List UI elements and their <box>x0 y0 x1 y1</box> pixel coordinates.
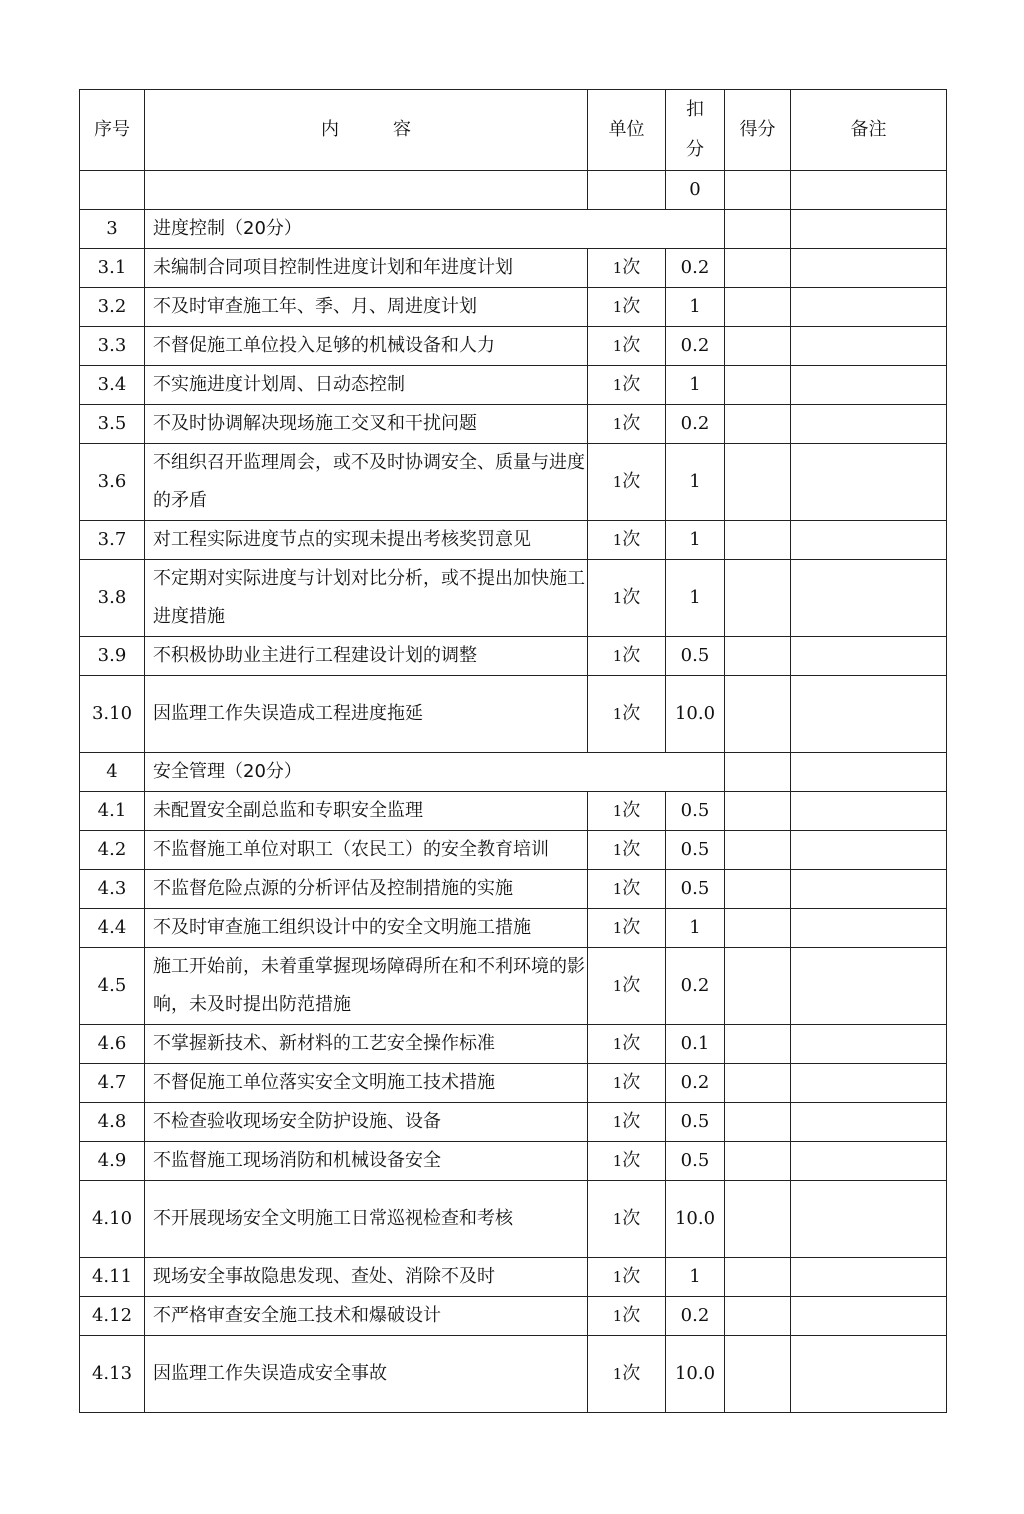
item-unit: 1次 <box>588 1142 666 1181</box>
item-unit: 1次 <box>588 521 666 560</box>
table-row <box>80 288 947 327</box>
item-score <box>725 1297 791 1336</box>
item-deduct: 1 <box>666 560 725 637</box>
table-row <box>80 327 947 366</box>
item-deduct: 0.2 <box>666 948 725 1025</box>
item-deduct: 0.5 <box>666 637 725 676</box>
table-row <box>80 1103 947 1142</box>
header-score: 得分 <box>725 90 791 171</box>
item-deduct: 1 <box>666 521 725 560</box>
item-content: 不掌握新技术、新材料的工艺安全操作标准 <box>145 1025 588 1064</box>
item-deduct: 0.5 <box>666 792 725 831</box>
item-no: 3.2 <box>80 288 145 327</box>
item-content: 不督促施工单位投入足够的机械设备和人力 <box>145 327 588 366</box>
blank-deduct: 0 <box>666 171 725 210</box>
header-row <box>80 90 947 171</box>
item-deduct: 0.2 <box>666 1297 725 1336</box>
item-content: 不及时审查施工年、季、月、周进度计划 <box>145 288 588 327</box>
item-score <box>725 870 791 909</box>
item-remark <box>791 1142 947 1181</box>
item-content: 不实施进度计划周、日动态控制 <box>145 366 588 405</box>
table-row <box>80 909 947 948</box>
item-unit: 1次 <box>588 948 666 1025</box>
section-row <box>80 210 947 249</box>
item-no: 3.1 <box>80 249 145 288</box>
section-remark <box>791 753 947 792</box>
item-content: 因监理工作失误造成工程进度拖延 <box>145 676 588 753</box>
section-no: 4 <box>80 753 145 792</box>
item-no: 3.8 <box>80 560 145 637</box>
item-content: 不监督危险点源的分析评估及控制措施的实施 <box>145 870 588 909</box>
item-unit: 1次 <box>588 909 666 948</box>
table-row <box>80 444 947 521</box>
item-score <box>725 327 791 366</box>
item-deduct: 0.5 <box>666 831 725 870</box>
item-content: 不开展现场安全文明施工日常巡视检查和考核 <box>145 1181 588 1258</box>
item-remark <box>791 948 947 1025</box>
section-remark <box>791 210 947 249</box>
item-score <box>725 792 791 831</box>
header-deduct: 扣 分 <box>666 90 725 171</box>
header-unit: 单位 <box>588 90 666 171</box>
header-content: 内容 <box>145 90 588 171</box>
item-deduct: 0.2 <box>666 1064 725 1103</box>
item-remark <box>791 1297 947 1336</box>
item-score <box>725 1181 791 1258</box>
item-remark <box>791 870 947 909</box>
table-row <box>80 637 947 676</box>
item-deduct: 0.2 <box>666 327 725 366</box>
item-content: 现场安全事故隐患发现、查处、消除不及时 <box>145 1258 588 1297</box>
item-deduct: 10.0 <box>666 1181 725 1258</box>
item-score <box>725 637 791 676</box>
item-remark <box>791 1336 947 1413</box>
item-deduct: 1 <box>666 1258 725 1297</box>
item-remark <box>791 366 947 405</box>
item-remark <box>791 909 947 948</box>
item-remark <box>791 560 947 637</box>
item-score <box>725 1025 791 1064</box>
section-no: 3 <box>80 210 145 249</box>
section-score <box>725 753 791 792</box>
item-unit: 1次 <box>588 288 666 327</box>
item-remark <box>791 521 947 560</box>
item-deduct: 10.0 <box>666 1336 725 1413</box>
item-score <box>725 405 791 444</box>
table-row <box>80 405 947 444</box>
item-unit: 1次 <box>588 405 666 444</box>
item-content: 因监理工作失误造成安全事故 <box>145 1336 588 1413</box>
item-deduct: 0.5 <box>666 870 725 909</box>
item-unit: 1次 <box>588 1103 666 1142</box>
item-remark <box>791 637 947 676</box>
item-remark <box>791 1181 947 1258</box>
item-no: 4.6 <box>80 1025 145 1064</box>
table-row <box>80 1181 947 1258</box>
item-unit: 1次 <box>588 444 666 521</box>
item-score <box>725 1336 791 1413</box>
table-row <box>80 948 947 1025</box>
table-row <box>80 831 947 870</box>
item-remark <box>791 327 947 366</box>
item-unit: 1次 <box>588 249 666 288</box>
item-no: 4.1 <box>80 792 145 831</box>
item-content: 不监督施工单位对职工（农民工）的安全教育培训 <box>145 831 588 870</box>
item-score <box>725 288 791 327</box>
item-no: 4.11 <box>80 1258 145 1297</box>
table-row <box>80 1064 947 1103</box>
item-content: 不积极协助业主进行工程建设计划的调整 <box>145 637 588 676</box>
item-score <box>725 1142 791 1181</box>
header-no: 序号 <box>80 90 145 171</box>
item-score <box>725 521 791 560</box>
item-score <box>725 831 791 870</box>
item-deduct: 1 <box>666 288 725 327</box>
item-content: 不检查验收现场安全防护设施、设备 <box>145 1103 588 1142</box>
item-remark <box>791 1064 947 1103</box>
table-row <box>80 1258 947 1297</box>
item-score <box>725 444 791 521</box>
item-deduct: 1 <box>666 444 725 521</box>
table-row <box>80 1025 947 1064</box>
item-deduct: 1 <box>666 366 725 405</box>
item-score <box>725 1258 791 1297</box>
item-remark <box>791 1103 947 1142</box>
item-no: 4.5 <box>80 948 145 1025</box>
item-content: 不督促施工单位落实安全文明施工技术措施 <box>145 1064 588 1103</box>
table-row <box>80 792 947 831</box>
item-content: 对工程实际进度节点的实现未提出考核奖罚意见 <box>145 521 588 560</box>
item-remark <box>791 792 947 831</box>
table-row <box>80 870 947 909</box>
table-row <box>80 1336 947 1413</box>
item-no: 3.3 <box>80 327 145 366</box>
item-unit: 1次 <box>588 1258 666 1297</box>
item-score <box>725 560 791 637</box>
item-no: 4.8 <box>80 1103 145 1142</box>
item-no: 4.10 <box>80 1181 145 1258</box>
item-remark <box>791 405 947 444</box>
table-row <box>80 560 947 637</box>
section-score <box>725 210 791 249</box>
section-title: 进度控制（20分） <box>145 210 725 249</box>
item-no: 3.10 <box>80 676 145 753</box>
table-row <box>80 1142 947 1181</box>
item-unit: 1次 <box>588 1297 666 1336</box>
item-deduct: 0.2 <box>666 405 725 444</box>
item-no: 4.4 <box>80 909 145 948</box>
item-no: 4.12 <box>80 1297 145 1336</box>
item-unit: 1次 <box>588 327 666 366</box>
item-unit: 1次 <box>588 676 666 753</box>
table-row <box>80 676 947 753</box>
item-deduct: 0.2 <box>666 249 725 288</box>
blank-row <box>80 171 947 210</box>
item-deduct: 0.5 <box>666 1103 725 1142</box>
item-unit: 1次 <box>588 792 666 831</box>
item-no: 4.13 <box>80 1336 145 1413</box>
item-no: 3.9 <box>80 637 145 676</box>
item-no: 4.7 <box>80 1064 145 1103</box>
item-content: 不组织召开监理周会，或不及时协调安全、质量与进度的矛盾 <box>145 444 588 521</box>
item-no: 3.4 <box>80 366 145 405</box>
item-no: 4.9 <box>80 1142 145 1181</box>
item-score <box>725 366 791 405</box>
header-remark: 备注 <box>791 90 947 171</box>
item-remark <box>791 676 947 753</box>
item-score <box>725 676 791 753</box>
item-unit: 1次 <box>588 870 666 909</box>
item-content: 未编制合同项目控制性进度计划和年进度计划 <box>145 249 588 288</box>
item-unit: 1次 <box>588 1336 666 1413</box>
item-content: 未配置安全副总监和专职安全监理 <box>145 792 588 831</box>
item-unit: 1次 <box>588 637 666 676</box>
item-no: 3.6 <box>80 444 145 521</box>
item-no: 4.2 <box>80 831 145 870</box>
item-unit: 1次 <box>588 1064 666 1103</box>
item-unit: 1次 <box>588 1025 666 1064</box>
item-remark <box>791 1258 947 1297</box>
item-remark <box>791 1025 947 1064</box>
item-unit: 1次 <box>588 560 666 637</box>
item-content: 不监督施工现场消防和机械设备安全 <box>145 1142 588 1181</box>
item-no: 3.7 <box>80 521 145 560</box>
item-no: 4.3 <box>80 870 145 909</box>
item-deduct: 10.0 <box>666 676 725 753</box>
item-remark <box>791 831 947 870</box>
item-no: 3.5 <box>80 405 145 444</box>
item-content: 不严格审查安全施工技术和爆破设计 <box>145 1297 588 1336</box>
item-content: 不及时协调解决现场施工交叉和干扰问题 <box>145 405 588 444</box>
item-deduct: 1 <box>666 909 725 948</box>
item-remark <box>791 444 947 521</box>
item-content: 不定期对实际进度与计划对比分析，或不提出加快施工进度措施 <box>145 560 588 637</box>
item-score <box>725 1064 791 1103</box>
item-score <box>725 948 791 1025</box>
item-remark <box>791 288 947 327</box>
item-score <box>725 909 791 948</box>
section-row <box>80 753 947 792</box>
table-row <box>80 366 947 405</box>
table-row <box>80 249 947 288</box>
item-score <box>725 1103 791 1142</box>
table-row <box>80 521 947 560</box>
section-title: 安全管理（20分） <box>145 753 725 792</box>
table-row <box>80 1297 947 1336</box>
item-remark <box>791 249 947 288</box>
item-unit: 1次 <box>588 1181 666 1258</box>
scoring-table <box>79 89 947 1413</box>
item-score <box>725 249 791 288</box>
item-unit: 1次 <box>588 831 666 870</box>
item-deduct: 0.5 <box>666 1142 725 1181</box>
item-deduct: 0.1 <box>666 1025 725 1064</box>
item-unit: 1次 <box>588 366 666 405</box>
item-content: 施工开始前，未着重掌握现场障碍所在和不利环境的影响，未及时提出防范措施 <box>145 948 588 1025</box>
item-content: 不及时审查施工组织设计中的安全文明施工措施 <box>145 909 588 948</box>
